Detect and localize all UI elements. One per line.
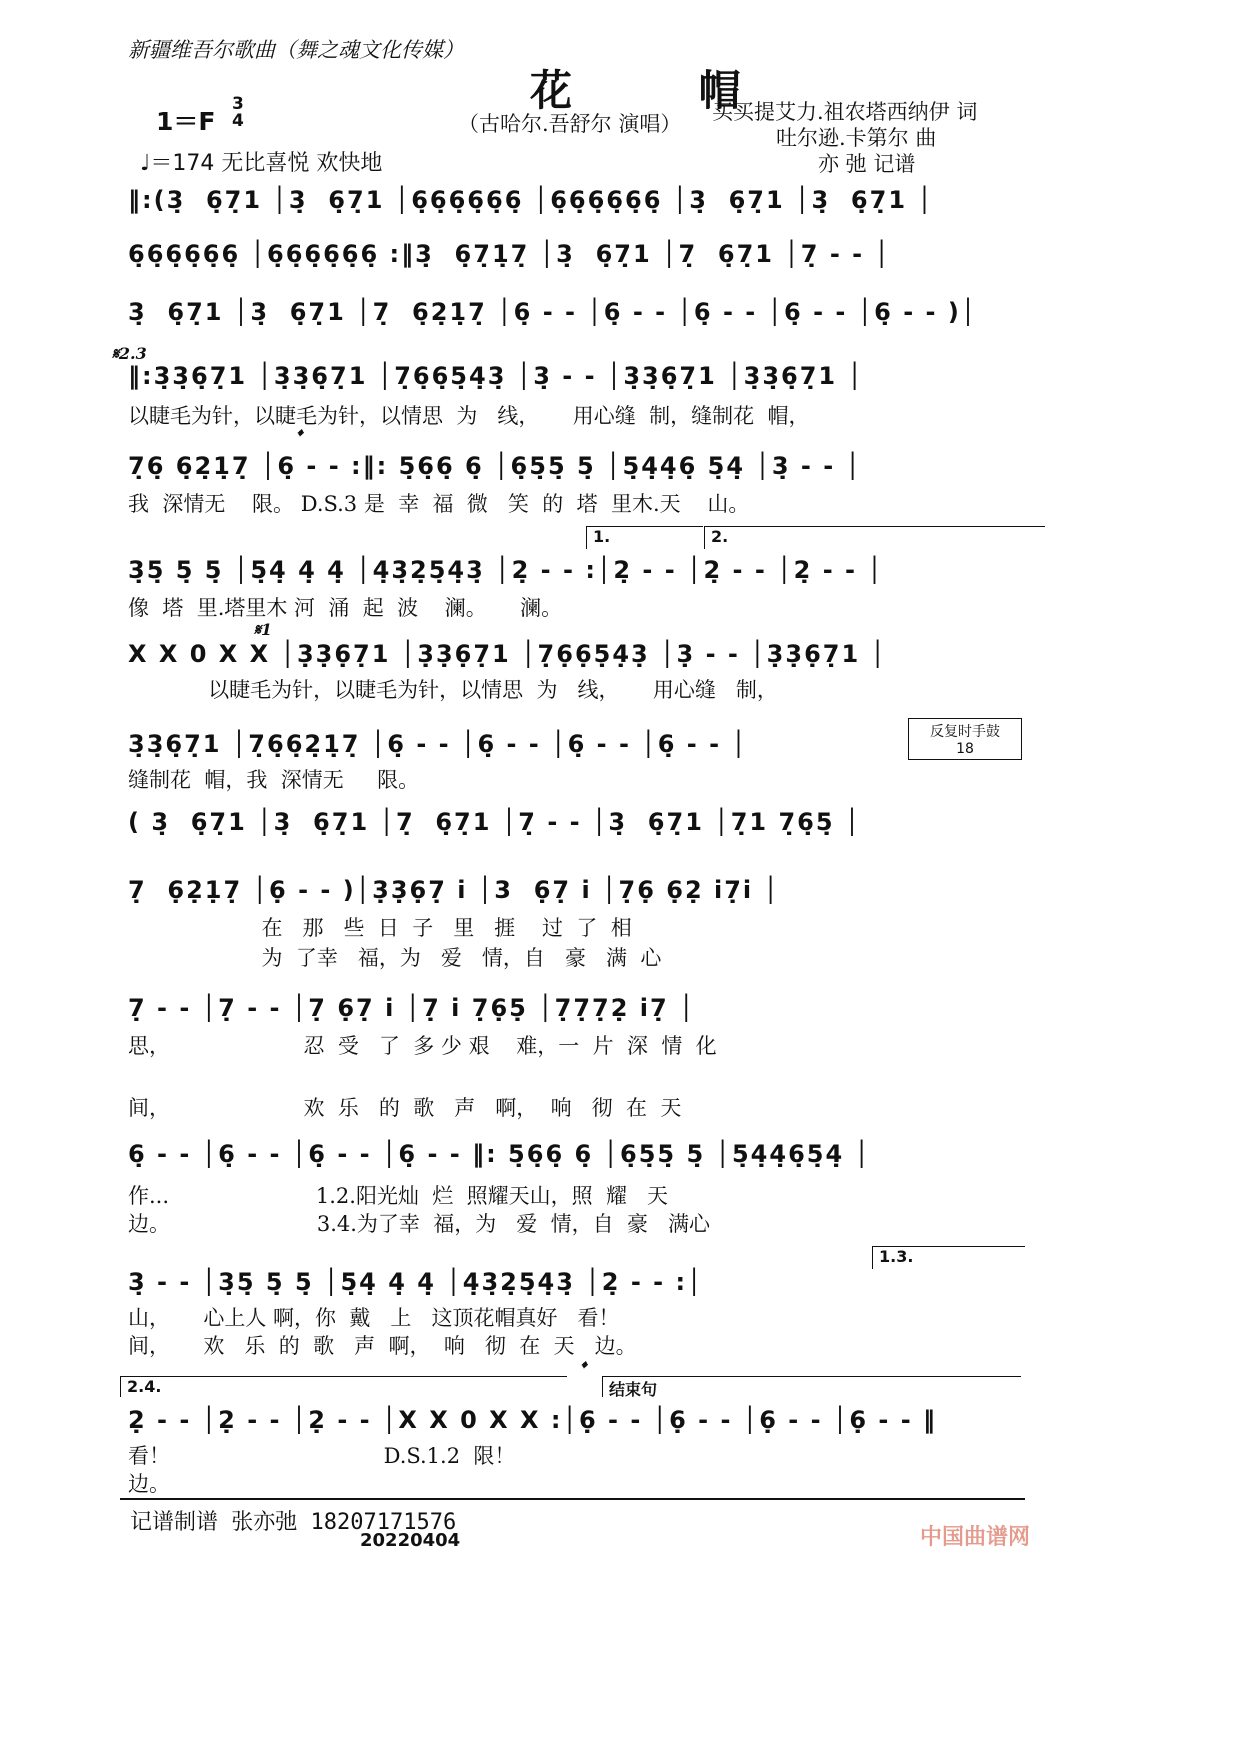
lyric-line-verse-2: 边。 3.4.为了幸 福，为 爱 情，自 豪 满心 <box>128 1212 711 1236</box>
notation-line: 2̣ - - │2̣ - - │2̣ - - │X X 0 X X :│6̣ - - │6̣ - - │6̣ - - │6̣ - - ‖ <box>128 1406 938 1434</box>
drum-note-label: 反复时手鼓 <box>930 724 1000 740</box>
lyric-line-verse-1: 作... 1.2.阳光灿 烂 照耀天山，照 耀 天 <box>128 1184 669 1208</box>
notation-line: 3̣ 6̣7̣1 │3̣ 6̣7̣1 │7̣ 6̣2̣1̣7̣ │6̣ - - │6̣ - - │6̣ - - │6̣ - - │6̣ - - )│ <box>128 298 978 326</box>
volta-bracket-1: 1. <box>586 526 703 549</box>
page-title: 花 帽 <box>530 66 797 115</box>
notation-line: 7̣ 6̣2̣1̣7̣ │6̣ - - )│3̣3̣6̣7̣ i │3 6̣7̣ i │7̣6̣ 6̣2̣ i7̣i │ <box>128 876 780 904</box>
performer-credit: （古哈尔.吾舒尔 演唱） <box>458 112 682 136</box>
lyric-line: 以睫毛为针，以睫毛为针，以情思 为 线， 用心缝 制，缝制花 帽， <box>128 404 810 428</box>
lyric-line-verse-2: 间， 欢 乐 的 歌 声 啊， 响 彻 在 天 边。 <box>128 1334 637 1358</box>
volta-bracket-13: 1.3. <box>872 1246 1025 1269</box>
coda-mark: 𝄌 <box>580 1358 586 1377</box>
drum-note-count: 18 <box>956 741 974 757</box>
transcriber-contact: 记谱制谱 张亦弛 18207171576 <box>130 1510 457 1535</box>
lyric-line-verse-1: 山， 心上人 啊，你 戴 上 这顶花帽真好 看！ <box>128 1306 620 1330</box>
notation-line: 6̣ - - │6̣ - - │6̣ - - │6̣ - - ‖: 5̣6̣6̣ 6̣ │6̣5̣5̣ 5̣ │5̣4̣4̣6̣5̣4̣ │ <box>128 1140 871 1168</box>
ending-phrase-bracket: 结束句 <box>602 1376 1021 1397</box>
notation-line: ( 3̣ 6̣7̣1 │3̣ 6̣7̣1 │7̣ 6̣7̣1 │7̣ - - │3̣ 6̣7̣1 │7̣1 7̣6̣5̣ │ <box>128 808 862 836</box>
series-label: 新疆维吾尔歌曲（舞之魂文化传媒） <box>128 38 464 62</box>
tempo-marking: ♩＝174 无比喜悦 欢快地 <box>140 151 383 176</box>
composer-credit: 吐尔逊.卡第尔 曲 <box>776 126 937 150</box>
time-signature-bottom: 4 <box>232 111 244 131</box>
lyric-line: 缝制花 帽，我 深情无 限。 <box>128 768 420 792</box>
lyric-line-verse-1: 看！ D.S.1.2 限！ <box>128 1444 516 1468</box>
notation-line: 7̣6̣ 6̣2̣1̣7̣ │6̣ - - :‖: 5̣6̣6̣ 6̣ │6̣5̣5̣ 5̣ │5̣4̣4̣6̣ 5̣4̣ │3̣ - - │ <box>128 452 862 480</box>
time-signature <box>232 96 244 130</box>
lyric-line: 像 塔 里.塔里木 河 涌 起 波 澜。 澜。 <box>128 596 563 620</box>
lyric-line-verse-2: 为 了幸 福，为 爱 情，自 豪 满 心 <box>128 946 662 970</box>
coda-mark: 𝄌 <box>296 426 302 445</box>
segno-mark: 𝄋2.3 <box>112 344 147 363</box>
time-signature-top: 3 <box>232 94 244 114</box>
site-watermark: 中国曲谱网 <box>920 1525 1031 1550</box>
lyric-line-verse-1: 思， 忍 受 了 多 少 艰 难，一 片 深 情 化 <box>128 1034 717 1058</box>
lyric-line: 我 深情无 限。 D.S.3 是 幸 福 微 笑 的 塔 里木.天 山。 <box>128 492 750 516</box>
lyric-line: 以睫毛为针，以睫毛为针，以情思 为 线， 用心缝 制， <box>128 678 778 702</box>
footer-date: 20220404 <box>360 1530 461 1551</box>
notation-line: ‖:3̣3̣6̣7̣1 │3̣3̣6̣7̣1 │7̣6̣6̣5̣4̣3̣ │3̣ - - │3̣3̣6̣7̣1 │3̣3̣6̣7̣1 │ <box>128 362 864 390</box>
notation-line: 3̣5̣ 5̣ 5̣ │5̣4̣ 4̣ 4̣ │4̣3̣2̣5̣4̣3̣ │2̣ - - :│2̣ - - │2̣ - - │2̣ - - │ <box>128 556 884 584</box>
notation-line: X X 0 X X │3̣3̣6̣7̣1 │3̣3̣6̣7̣1 │7̣6̣6̣5̣4̣3̣ │3̣ - - │3̣3̣6̣7̣1 │ <box>128 640 887 668</box>
lyric-line-verse-2: 边。 <box>128 1472 170 1496</box>
notation-line: 3̣3̣6̣7̣1 │7̣6̣6̣2̣1̣7̣ │6̣ - - │6̣ - - │6̣ - - │6̣ - - │ <box>128 730 748 758</box>
lyric-line-verse-1: 在 那 些 日 子 里 捱 过 了 相 <box>128 916 632 940</box>
segno-mark: 𝄋1 <box>254 620 273 639</box>
footer-divider <box>120 1498 1025 1500</box>
key-signature: 1＝F <box>156 107 216 136</box>
lyricist-credit: 买买提艾力.祖农塔西纳伊 词 <box>712 100 978 124</box>
notation-line: ‖:(3̣ 6̣7̣1 │3̣ 6̣7̣1 │6̣6̣6̣6̣6̣6̣ │6̣6̣6̣6̣6̣6̣ │3̣ 6̣7̣1 │3̣ 6̣7̣1 │ <box>128 186 934 214</box>
lyric-line-verse-2: 间， 欢 乐 的 歌 声 啊， 响 彻 在 天 <box>128 1096 682 1120</box>
notation-line: 7̣ - - │7̣ - - │7̣ 6̣7̣ i │7̣ i 7̣6̣5̣ │7̣7̣7̣2̣ i7̣ │ <box>128 994 696 1022</box>
notation-line: 6̣6̣6̣6̣6̣6̣ │6̣6̣6̣6̣6̣6̣ :‖3̣ 6̣7̣1̣7̣ │3̣ 6̣7̣1 │7̣ 6̣7̣1 │7̣ - - │ <box>128 240 891 268</box>
notation-line: 3̣ - - │3̣5̣ 5̣ 5̣ │5̣4̣ 4̣ 4̣ │4̣3̣2̣5̣4̣3̣ │2̣ - - :│ <box>128 1268 704 1296</box>
transcriber-credit: 亦 弛 记谱 <box>818 152 916 176</box>
volta-bracket-24: 2.4. <box>120 1376 567 1397</box>
drum-note-box <box>908 718 1022 760</box>
volta-bracket-2: 2. <box>704 526 1045 549</box>
